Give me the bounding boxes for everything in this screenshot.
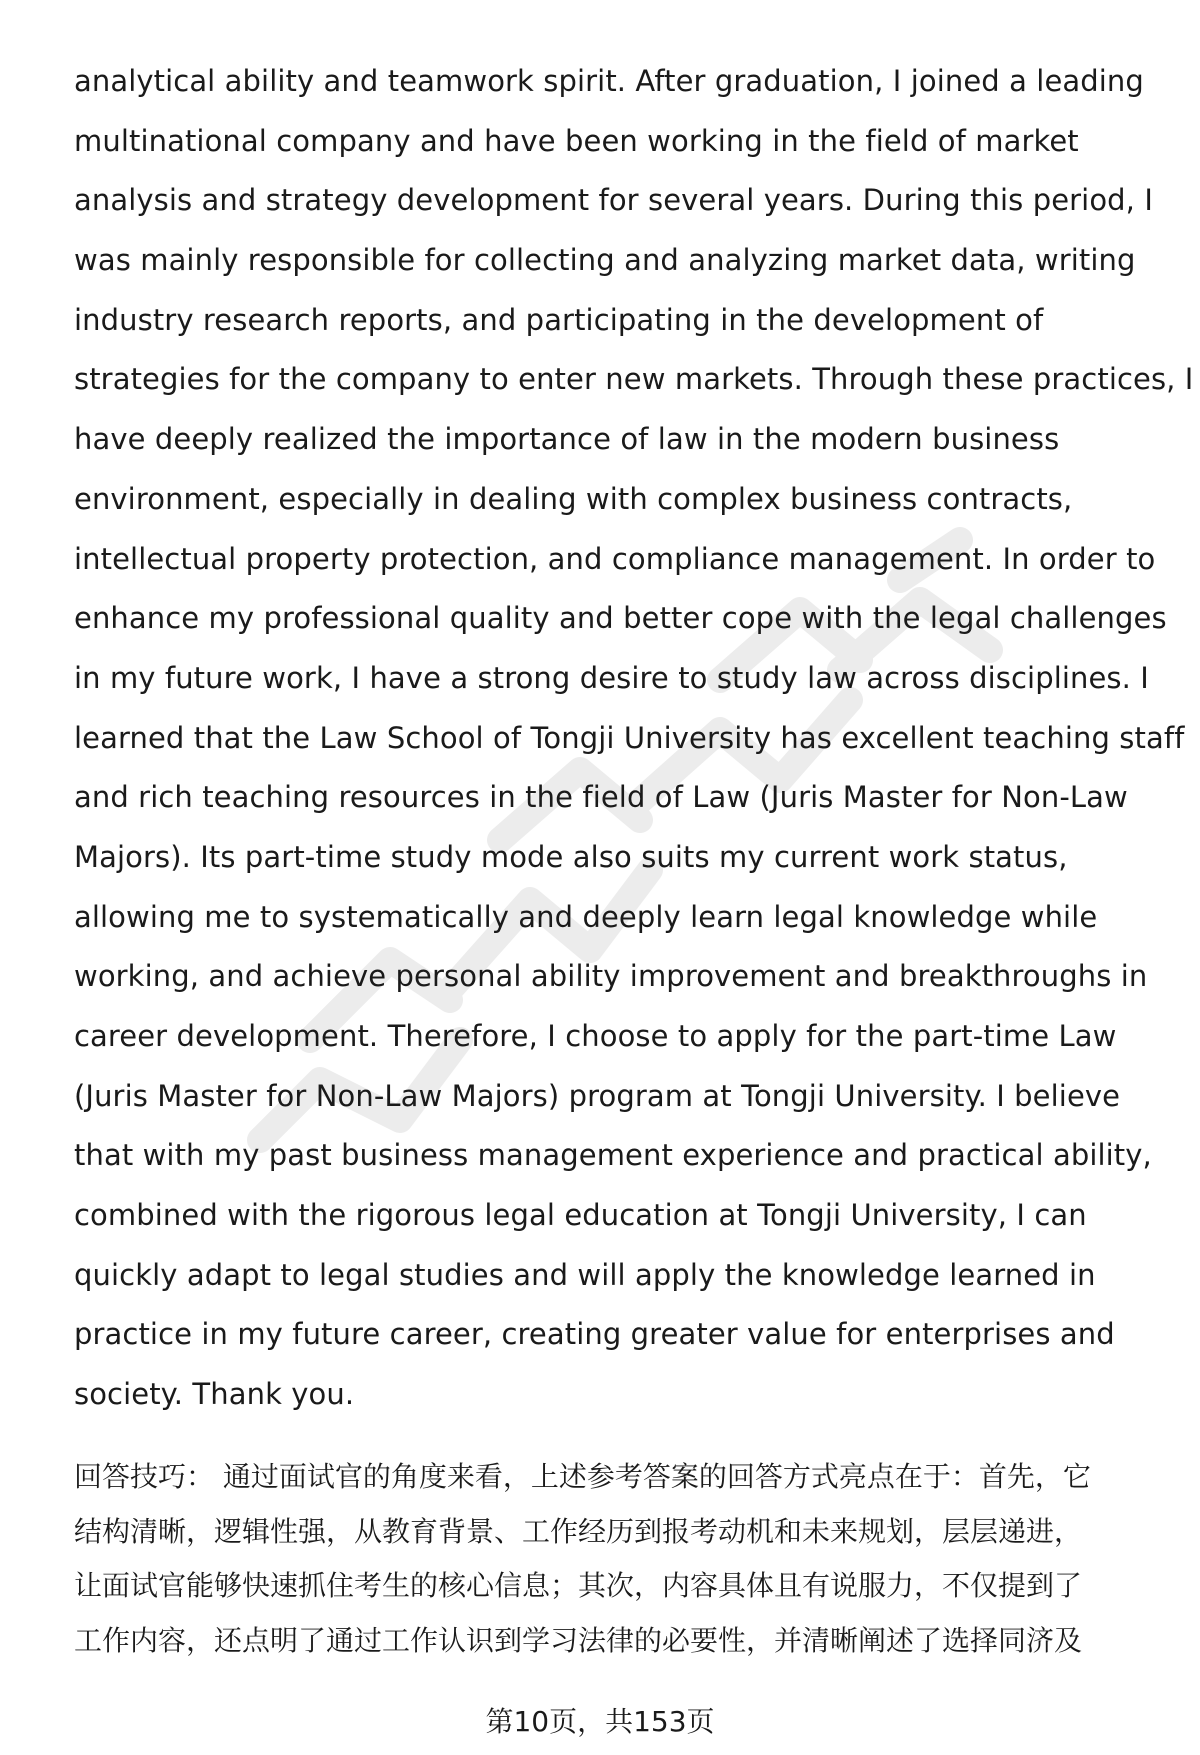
answer-paragraph bbox=[74, 52, 1194, 1425]
answer-line: environment, especially in dealing with complex business contracts, bbox=[74, 481, 1073, 516]
answer-line: industry research reports, and participating in the development of bbox=[74, 302, 1044, 337]
answer-line: working, and achieve personal ability improvement and breakthroughs in bbox=[74, 959, 1148, 994]
answer-line: enhance my professional quality and better cope with the legal challenges bbox=[74, 601, 1167, 636]
answer-line: (Juris Master for Non-Law Majors) program at Tongji University. I believe bbox=[74, 1078, 1121, 1113]
answer-line: combined with the rigorous legal education at Tongji University, I can bbox=[74, 1198, 1087, 1233]
tips-line: 回答技巧： 通过面试官的角度来看，上述参考答案的回答方式亮点在于：首先，它 bbox=[74, 1460, 1091, 1493]
tips-line: 工作内容，还点明了通过工作认识到学习法律的必要性，并清晰阐述了选择同济及 bbox=[74, 1623, 1083, 1657]
answer-line: intellectual property protection, and compliance management. In order to bbox=[74, 541, 1156, 576]
answer-line: practice in my future career, creating greater value for enterprises and bbox=[74, 1317, 1115, 1352]
answer-line: multinational company and have been working in the field of market bbox=[74, 123, 1079, 158]
page-number: 第10页，共153页 bbox=[485, 1705, 715, 1738]
answer-line: strategies for the company to enter new markets. Through these practices, I bbox=[74, 362, 1194, 397]
answer-line: society. Thank you. bbox=[74, 1377, 355, 1412]
answer-line: learned that the Law School of Tongji University has excellent teaching staff bbox=[74, 720, 1185, 755]
answer-line: allowing me to systematically and deeply learn legal knowledge while bbox=[74, 899, 1098, 934]
answer-line: have deeply realized the importance of law in the modern business bbox=[74, 422, 1060, 457]
answer-line: in my future work, I have a strong desire to study law across disciplines. I bbox=[74, 660, 1149, 695]
answer-line: was mainly responsible for collecting and analyzing market data, writing bbox=[74, 243, 1136, 278]
tips-line: 让面试官能够快速抓住考生的核心信息；其次，内容具体且有说服力，不仅提到了 bbox=[74, 1569, 1083, 1602]
tips-line: 结构清晰，逻辑性强，从教育背景、工作经历到报考动机和未来规划，层层递进， bbox=[74, 1514, 1083, 1548]
answer-line: analytical ability and teamwork spirit. After graduation, I joined a leading bbox=[74, 64, 1144, 98]
answer-line: that with my past business management experience and practical ability, bbox=[74, 1138, 1152, 1173]
answer-line: Majors). Its part-time study mode also suits my current work status, bbox=[74, 839, 1068, 874]
answer-line: career development. Therefore, I choose to apply for the part-time Law bbox=[74, 1019, 1117, 1053]
answer-line: and rich teaching resources in the field of Law (Juris Master for Non-Law bbox=[74, 780, 1128, 815]
answer-line: analysis and strategy development for several years. During this period, I bbox=[74, 183, 1153, 218]
answer-line: quickly adapt to legal studies and will apply the knowledge learned in bbox=[74, 1257, 1096, 1292]
answer-tips bbox=[74, 1450, 1164, 1668]
